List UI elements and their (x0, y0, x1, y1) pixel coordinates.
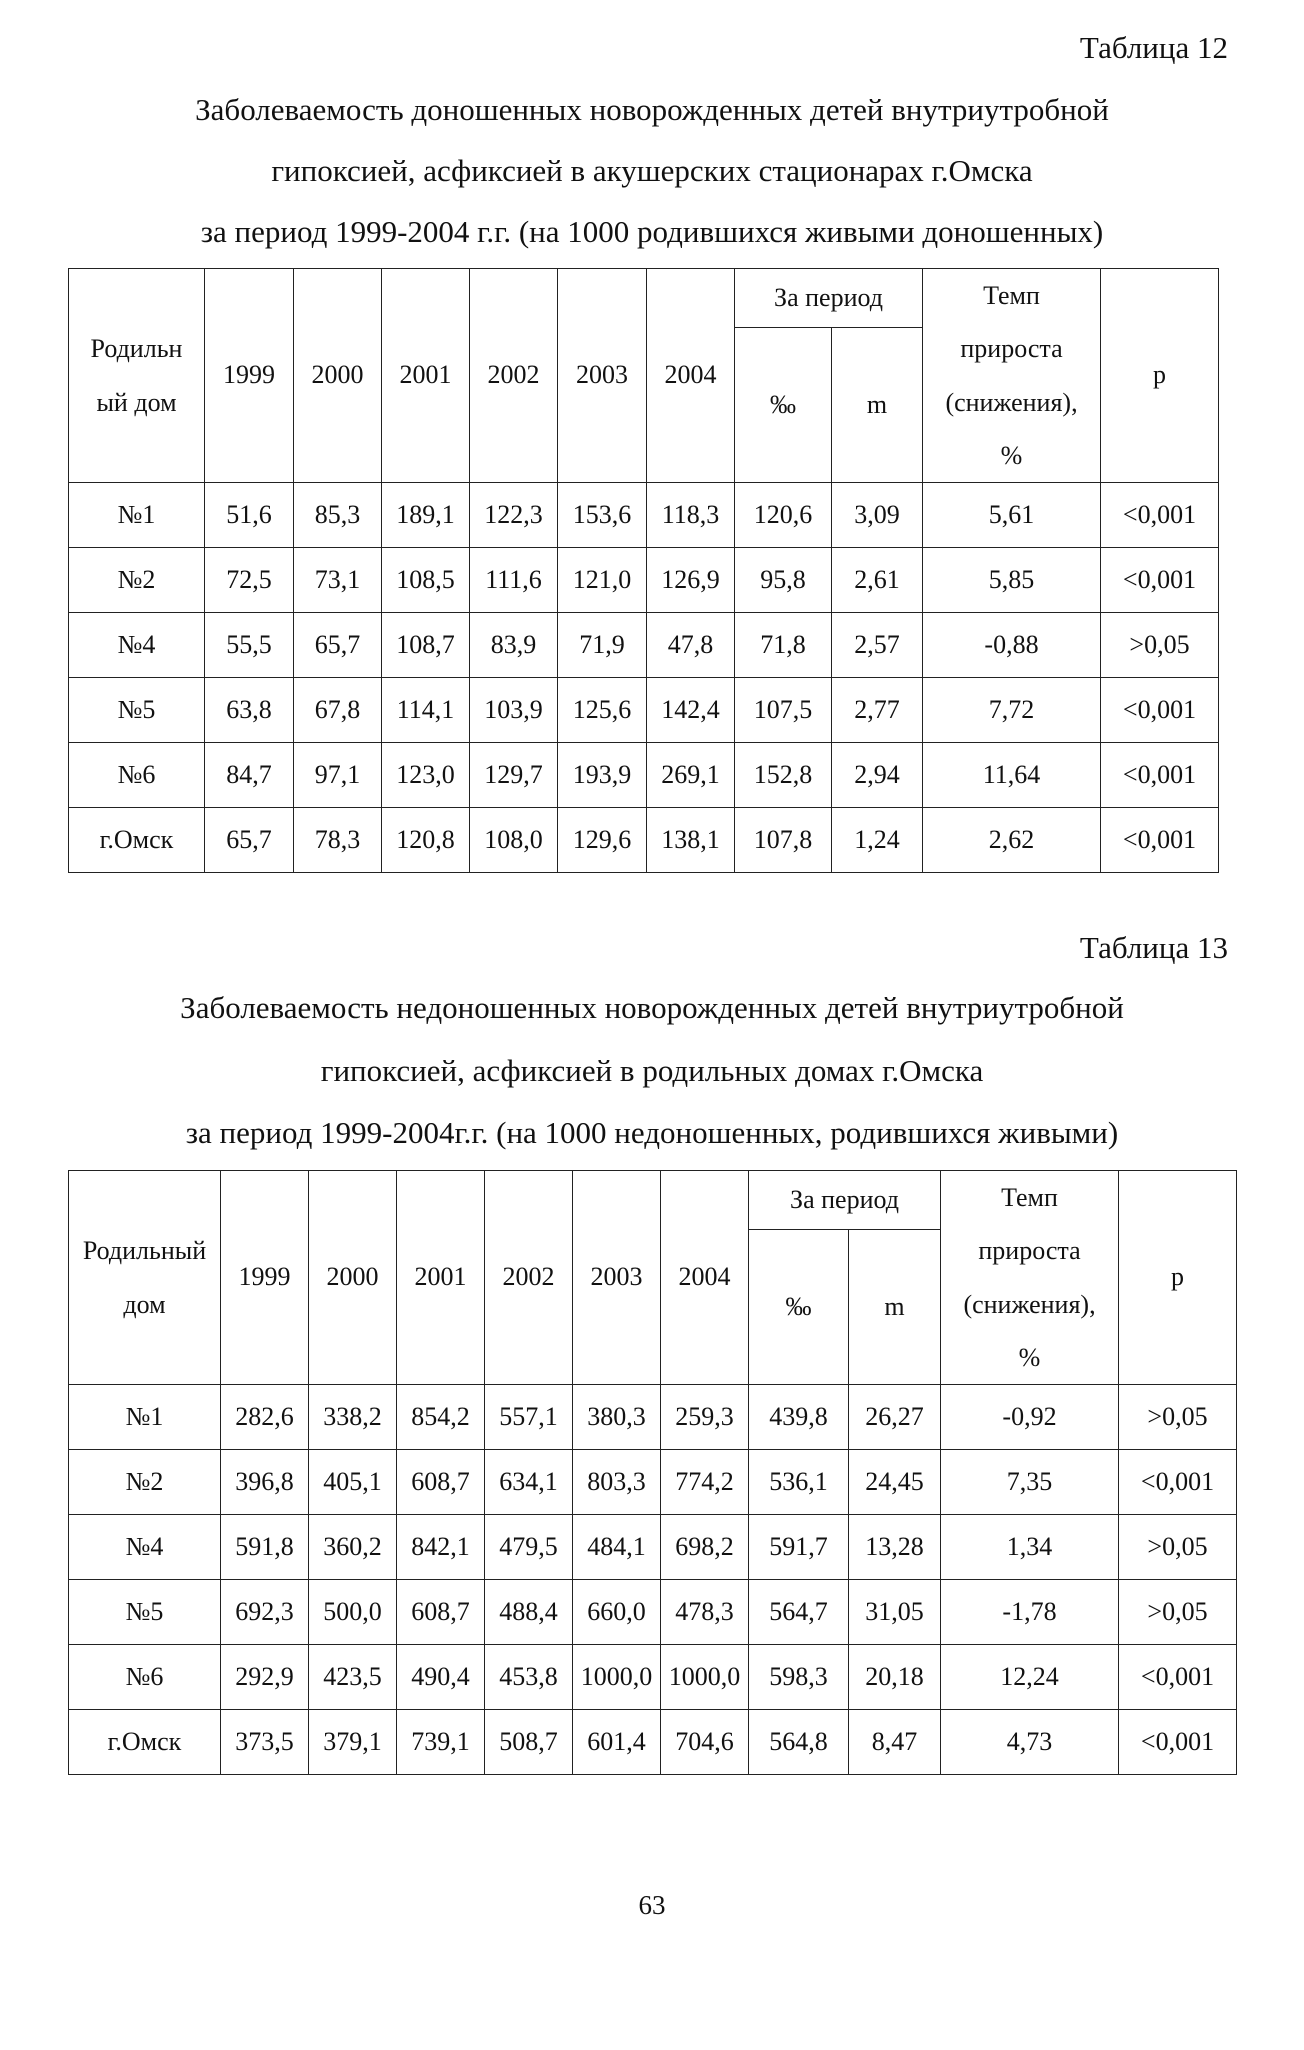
row-label-cell: №1 (69, 483, 205, 548)
table-cell: 564,8 (749, 1710, 849, 1775)
table-cell: 67,8 (294, 678, 382, 743)
table-row (69, 1515, 1237, 1580)
table-row (69, 678, 1219, 743)
table-cell: 557,1 (485, 1385, 573, 1450)
table-cell: 2,62 (923, 808, 1101, 873)
table-cell: 5,85 (923, 548, 1101, 613)
header-year: 2001 (382, 269, 470, 483)
table-cell: 108,5 (382, 548, 470, 613)
row-label-cell: №4 (69, 613, 205, 678)
table-cell: 259,3 (661, 1385, 749, 1450)
header-year: 1999 (221, 1171, 309, 1385)
table-cell: 120,8 (382, 808, 470, 873)
table-row (69, 743, 1219, 808)
header-growth-rate: Темп прироста (снижения), % (941, 1171, 1119, 1385)
table-row (69, 483, 1219, 548)
table-cell: 2,61 (832, 548, 923, 613)
table-row (69, 1385, 1237, 1450)
table-cell: 1,34 (941, 1515, 1119, 1580)
table-cell: 1000,0 (661, 1645, 749, 1710)
table-cell: 24,45 (849, 1450, 941, 1515)
table-cell: >0,05 (1101, 613, 1219, 678)
table-cell: 26,27 (849, 1385, 941, 1450)
table-row (69, 1710, 1237, 1775)
table-cell: <0,001 (1101, 548, 1219, 613)
table-cell: <0,001 (1101, 483, 1219, 548)
table-cell: 47,8 (647, 613, 735, 678)
table-cell: <0,001 (1101, 743, 1219, 808)
table-cell: 338,2 (309, 1385, 397, 1450)
table-row (69, 1580, 1237, 1645)
row-label-cell: №5 (69, 1580, 221, 1645)
table-cell: 282,6 (221, 1385, 309, 1450)
table-13-title-line-1: Заболеваемость недоношенных новорожденных детей внутриутробной (180, 990, 1124, 1025)
table-12-label: Таблица 12 (1079, 30, 1228, 65)
table-12-title-line-2: гипоксией, асфиксией в акушерских стационарах г.Омска (271, 153, 1033, 188)
table-cell: -0,92 (941, 1385, 1119, 1450)
row-label-cell: г.Омск (69, 1710, 221, 1775)
row-label-cell: г.Омск (69, 808, 205, 873)
header-permille: ‰ (735, 327, 832, 482)
table-cell: <0,001 (1119, 1450, 1237, 1515)
table-12-title-line-3: за период 1999-2004 г.г. (на 1000 родившихся живыми доношенных) (200, 214, 1104, 249)
table-cell: 739,1 (397, 1710, 485, 1775)
table-cell: 72,5 (205, 548, 294, 613)
table-cell: 439,8 (749, 1385, 849, 1450)
table-cell: 488,4 (485, 1580, 573, 1645)
table-cell: 453,8 (485, 1645, 573, 1710)
page-number: 63 (638, 1890, 666, 1920)
table-cell: 108,7 (382, 613, 470, 678)
header-p: p (1119, 1171, 1237, 1385)
table-cell: 608,7 (397, 1450, 485, 1515)
row-label-cell: №2 (69, 548, 205, 613)
table-cell: 83,9 (470, 613, 558, 678)
table-cell: 13,28 (849, 1515, 941, 1580)
table-cell: 84,7 (205, 743, 294, 808)
table-cell: 478,3 (661, 1580, 749, 1645)
table-row (69, 1450, 1237, 1515)
table-cell: 85,3 (294, 483, 382, 548)
table-cell: 129,7 (470, 743, 558, 808)
table-cell: 114,1 (382, 678, 470, 743)
table-cell: 103,9 (470, 678, 558, 743)
table-cell: 405,1 (309, 1450, 397, 1515)
table-cell: 564,7 (749, 1580, 849, 1645)
table-cell: 842,1 (397, 1515, 485, 1580)
table-cell: 500,0 (309, 1580, 397, 1645)
header-year: 2003 (558, 269, 647, 483)
header-period: За период (749, 1171, 941, 1230)
table-cell: -1,78 (941, 1580, 1119, 1645)
table-cell: 269,1 (647, 743, 735, 808)
table-cell: 71,9 (558, 613, 647, 678)
table-cell: 51,6 (205, 483, 294, 548)
table-cell: 129,6 (558, 808, 647, 873)
header-p: p (1101, 269, 1219, 483)
table-cell: 704,6 (661, 1710, 749, 1775)
table-cell: 379,1 (309, 1710, 397, 1775)
table-cell: 122,3 (470, 483, 558, 548)
table-13 (68, 1170, 1237, 1775)
table-cell: 292,9 (221, 1645, 309, 1710)
table-cell: 1000,0 (573, 1645, 661, 1710)
table-cell: 138,1 (647, 808, 735, 873)
table-cell: -0,88 (923, 613, 1101, 678)
table-cell: 5,61 (923, 483, 1101, 548)
table-row (69, 1645, 1237, 1710)
table-12-title-line-1: Заболеваемость доношенных новорожденных детей внутриутробной (195, 92, 1109, 127)
table-cell: 55,5 (205, 613, 294, 678)
table-cell: 479,5 (485, 1515, 573, 1580)
table-cell: 608,7 (397, 1580, 485, 1645)
table-cell: 12,24 (941, 1645, 1119, 1710)
header-maternity: Родильный дом (69, 1171, 221, 1385)
table-cell: 97,1 (294, 743, 382, 808)
header-year: 1999 (205, 269, 294, 483)
table-cell: 2,94 (832, 743, 923, 808)
table-cell: 126,9 (647, 548, 735, 613)
table-cell: 484,1 (573, 1515, 661, 1580)
table-cell: 8,47 (849, 1710, 941, 1775)
table-cell: 63,8 (205, 678, 294, 743)
row-label-cell: №1 (69, 1385, 221, 1450)
header-growth-rate: Темп прироста (снижения), % (923, 269, 1101, 483)
header-year: 2003 (573, 1171, 661, 1385)
header-period: За период (735, 269, 923, 328)
table-cell: 698,2 (661, 1515, 749, 1580)
table-cell: 189,1 (382, 483, 470, 548)
table-12 (68, 268, 1219, 873)
table-cell: 396,8 (221, 1450, 309, 1515)
row-label-cell: №5 (69, 678, 205, 743)
table-cell: 7,72 (923, 678, 1101, 743)
table-cell: 536,1 (749, 1450, 849, 1515)
table-cell: 121,0 (558, 548, 647, 613)
header-year: 2002 (485, 1171, 573, 1385)
table-cell: 373,5 (221, 1710, 309, 1775)
row-label-cell: №4 (69, 1515, 221, 1580)
table-cell: 71,8 (735, 613, 832, 678)
table-row (69, 808, 1219, 873)
table-cell: 108,0 (470, 808, 558, 873)
header-year: 2000 (294, 269, 382, 483)
header-m: m (832, 327, 923, 482)
table-cell: 380,3 (573, 1385, 661, 1450)
table-13-title-line-3: за период 1999-2004г.г. (на 1000 недоношенных, родившихся живыми) (185, 1115, 1119, 1150)
header-year: 2000 (309, 1171, 397, 1385)
table-cell: >0,05 (1119, 1580, 1237, 1645)
table-cell: 1,24 (832, 808, 923, 873)
table-cell: 20,18 (849, 1645, 941, 1710)
header-m: m (849, 1229, 941, 1385)
table-13-label: Таблица 13 (1079, 930, 1228, 965)
table-cell: 120,6 (735, 483, 832, 548)
table-cell: 118,3 (647, 483, 735, 548)
table-cell: 774,2 (661, 1450, 749, 1515)
table-13-title-line-2: гипоксией, асфиксией в родильных домах г.Омска (320, 1053, 984, 1088)
table-cell: 508,7 (485, 1710, 573, 1775)
table-cell: 360,2 (309, 1515, 397, 1580)
table-cell: 490,4 (397, 1645, 485, 1710)
table-cell: 598,3 (749, 1645, 849, 1710)
table-cell: <0,001 (1119, 1645, 1237, 1710)
table-cell: 107,8 (735, 808, 832, 873)
table-cell: 73,1 (294, 548, 382, 613)
table-cell: 152,8 (735, 743, 832, 808)
table-cell: 123,0 (382, 743, 470, 808)
header-year: 2004 (647, 269, 735, 483)
table-cell: 153,6 (558, 483, 647, 548)
table-row (69, 613, 1219, 678)
table-cell: 78,3 (294, 808, 382, 873)
table-cell: <0,001 (1101, 678, 1219, 743)
table-cell: 2,57 (832, 613, 923, 678)
table-cell: 111,6 (470, 548, 558, 613)
table-cell: 7,35 (941, 1450, 1119, 1515)
header-permille: ‰ (749, 1229, 849, 1385)
table-cell: 65,7 (205, 808, 294, 873)
table-cell: 11,64 (923, 743, 1101, 808)
row-label-cell: №2 (69, 1450, 221, 1515)
table-cell: 692,3 (221, 1580, 309, 1645)
table-cell: 193,9 (558, 743, 647, 808)
table-cell: 803,3 (573, 1450, 661, 1515)
table-cell: 634,1 (485, 1450, 573, 1515)
table-cell: 95,8 (735, 548, 832, 613)
table-cell: <0,001 (1119, 1710, 1237, 1775)
table-cell: 854,2 (397, 1385, 485, 1450)
header-year: 2002 (470, 269, 558, 483)
row-label-cell: №6 (69, 1645, 221, 1710)
table-cell: 423,5 (309, 1645, 397, 1710)
header-year: 2001 (397, 1171, 485, 1385)
table-cell: <0,001 (1101, 808, 1219, 873)
table-cell: 591,7 (749, 1515, 849, 1580)
header-year: 2004 (661, 1171, 749, 1385)
table-cell: 660,0 (573, 1580, 661, 1645)
table-cell: >0,05 (1119, 1385, 1237, 1450)
table-cell: 601,4 (573, 1710, 661, 1775)
table-cell: 3,09 (832, 483, 923, 548)
table-cell: 65,7 (294, 613, 382, 678)
table-cell: 591,8 (221, 1515, 309, 1580)
header-maternity: Родильн ый дом (69, 269, 205, 483)
table-cell: >0,05 (1119, 1515, 1237, 1580)
row-label-cell: №6 (69, 743, 205, 808)
table-cell: 107,5 (735, 678, 832, 743)
table-cell: 125,6 (558, 678, 647, 743)
table-cell: 2,77 (832, 678, 923, 743)
table-cell: 4,73 (941, 1710, 1119, 1775)
table-cell: 142,4 (647, 678, 735, 743)
table-row (69, 548, 1219, 613)
table-cell: 31,05 (849, 1580, 941, 1645)
